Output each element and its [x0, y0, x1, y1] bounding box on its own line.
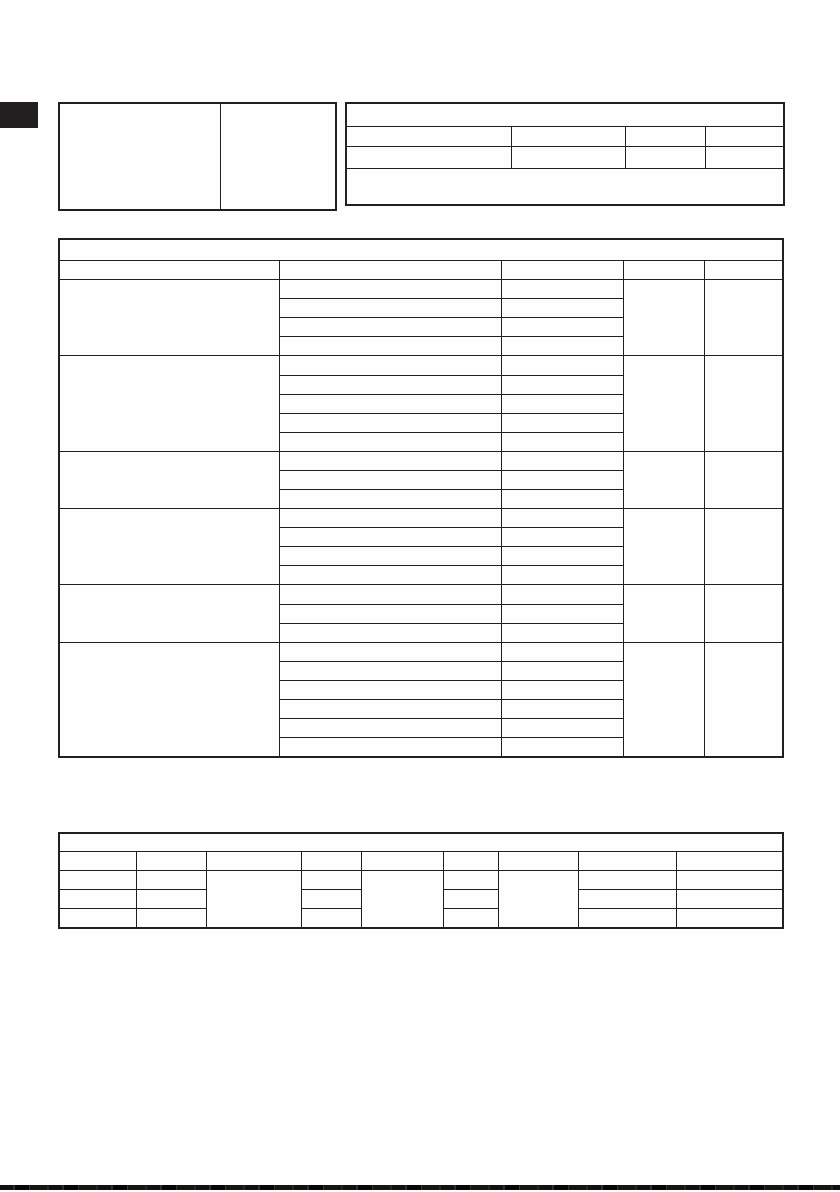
- empty-cell: [704, 508, 783, 584]
- empty-cell: [676, 889, 783, 908]
- empty-cell: [301, 870, 361, 889]
- empty-cell: [59, 908, 136, 928]
- empty-cell: [279, 642, 501, 661]
- row-label-cell: [59, 451, 279, 508]
- table-row: [59, 355, 783, 375]
- page-bottom-scan-edge: [0, 1185, 840, 1190]
- empty-cell: [705, 146, 784, 168]
- empty-cell: [279, 680, 501, 699]
- empty-cell: [501, 565, 623, 584]
- top-left-table: [58, 102, 337, 211]
- table-row: [59, 279, 783, 298]
- empty-cell: [279, 661, 501, 680]
- empty-cell: [59, 870, 136, 889]
- row-label-cell: [59, 584, 279, 642]
- top-right-table: [345, 102, 785, 206]
- empty-cell: [578, 908, 676, 928]
- empty-cell: [346, 146, 511, 168]
- empty-cell: [279, 546, 501, 565]
- empty-cell: [279, 298, 501, 317]
- table-row: [346, 146, 784, 168]
- empty-cell: [578, 889, 676, 908]
- empty-cell: [279, 508, 501, 527]
- row-label-cell: [59, 279, 279, 355]
- empty-cell: [623, 279, 704, 355]
- empty-cell: [501, 375, 623, 394]
- empty-cell: [279, 604, 501, 623]
- empty-cell: [501, 489, 623, 508]
- empty-cell: [279, 317, 501, 336]
- table-row: [59, 103, 336, 210]
- empty-cell: [346, 126, 511, 146]
- empty-cell: [501, 355, 623, 375]
- column-header-cell: [59, 260, 279, 279]
- column-header-cell: [206, 851, 301, 870]
- empty-cell: [623, 355, 704, 451]
- empty-cell: [443, 889, 498, 908]
- empty-cell: [301, 908, 361, 928]
- empty-cell: [625, 146, 705, 168]
- empty-cell: [279, 394, 501, 413]
- table-row: [346, 103, 784, 126]
- empty-cell: [279, 470, 501, 489]
- empty-cell: [443, 870, 498, 889]
- table-title-cell: [346, 103, 784, 126]
- empty-cell: [501, 336, 623, 355]
- column-header-cell: [279, 260, 501, 279]
- table-row: [346, 126, 784, 146]
- empty-cell: [279, 279, 501, 298]
- empty-cell: [279, 489, 501, 508]
- empty-cell: [578, 870, 676, 889]
- empty-cell: [501, 680, 623, 699]
- column-header-cell: [361, 851, 443, 870]
- empty-cell: [501, 394, 623, 413]
- empty-cell: [59, 103, 220, 210]
- column-header-cell: [301, 851, 361, 870]
- empty-cell: [501, 508, 623, 527]
- empty-cell: [623, 642, 704, 757]
- table-row: [59, 451, 783, 470]
- empty-cell: [136, 870, 206, 889]
- empty-cell: [279, 565, 501, 584]
- row-label-cell: [59, 642, 279, 757]
- empty-cell: [501, 546, 623, 565]
- table-row: [59, 851, 783, 870]
- empty-cell: [705, 126, 784, 146]
- empty-cell: [704, 584, 783, 642]
- empty-cell: [498, 870, 578, 928]
- empty-cell: [279, 336, 501, 355]
- empty-cell: [501, 470, 623, 489]
- empty-cell: [511, 126, 625, 146]
- empty-cell: [279, 451, 501, 470]
- empty-cell: [279, 737, 501, 757]
- empty-cell: [279, 584, 501, 604]
- table-row: [59, 870, 783, 889]
- empty-cell: [501, 584, 623, 604]
- empty-cell: [623, 584, 704, 642]
- table-row: [59, 833, 783, 851]
- empty-cell: [279, 623, 501, 642]
- empty-cell: [501, 413, 623, 432]
- empty-cell: [501, 699, 623, 718]
- column-header-cell: [623, 260, 704, 279]
- column-header-cell: [501, 260, 623, 279]
- table-row: [59, 508, 783, 527]
- table-row: [59, 260, 783, 279]
- table-title-cell: [59, 833, 783, 851]
- empty-cell: [361, 870, 443, 928]
- empty-cell: [279, 432, 501, 451]
- empty-cell: [704, 642, 783, 757]
- empty-cell: [279, 527, 501, 546]
- empty-cell: [206, 870, 301, 928]
- empty-cell: [136, 908, 206, 928]
- main-form-table: [58, 238, 784, 758]
- table-title-cell: [59, 239, 783, 260]
- empty-cell: [59, 889, 136, 908]
- column-header-cell: [704, 260, 783, 279]
- empty-cell: [704, 279, 783, 355]
- bottom-form-table: [58, 832, 784, 929]
- empty-cell: [625, 126, 705, 146]
- empty-cell: [501, 317, 623, 336]
- empty-cell: [136, 889, 206, 908]
- empty-cell: [279, 718, 501, 737]
- empty-cell: [501, 279, 623, 298]
- table-row: [59, 642, 783, 661]
- empty-cell: [279, 355, 501, 375]
- empty-cell: [279, 413, 501, 432]
- empty-cell: [704, 355, 783, 451]
- empty-cell: [501, 298, 623, 317]
- empty-cell: [501, 737, 623, 757]
- table-row: [346, 168, 784, 205]
- column-header-cell: [498, 851, 578, 870]
- column-header-cell: [676, 851, 783, 870]
- empty-cell: [676, 870, 783, 889]
- table-row: [59, 584, 783, 604]
- empty-cell: [220, 103, 336, 210]
- empty-cell: [501, 604, 623, 623]
- empty-cell: [501, 527, 623, 546]
- empty-cell: [501, 623, 623, 642]
- empty-cell: [623, 508, 704, 584]
- row-label-cell: [59, 508, 279, 584]
- empty-cell: [279, 699, 501, 718]
- empty-cell: [501, 718, 623, 737]
- empty-cell: [704, 451, 783, 508]
- empty-cell: [676, 908, 783, 928]
- table-row: [59, 239, 783, 260]
- empty-cell: [301, 889, 361, 908]
- empty-cell: [501, 432, 623, 451]
- footer-note-cell: [346, 168, 784, 205]
- empty-cell: [501, 451, 623, 470]
- empty-cell: [511, 146, 625, 168]
- empty-cell: [501, 642, 623, 661]
- empty-cell: [501, 661, 623, 680]
- column-header-cell: [578, 851, 676, 870]
- column-header-cell: [59, 851, 136, 870]
- row-label-cell: [59, 355, 279, 451]
- edge-tab-marker: [0, 102, 38, 128]
- column-header-cell: [136, 851, 206, 870]
- empty-cell: [279, 375, 501, 394]
- empty-cell: [623, 451, 704, 508]
- column-header-cell: [443, 851, 498, 870]
- empty-cell: [443, 908, 498, 928]
